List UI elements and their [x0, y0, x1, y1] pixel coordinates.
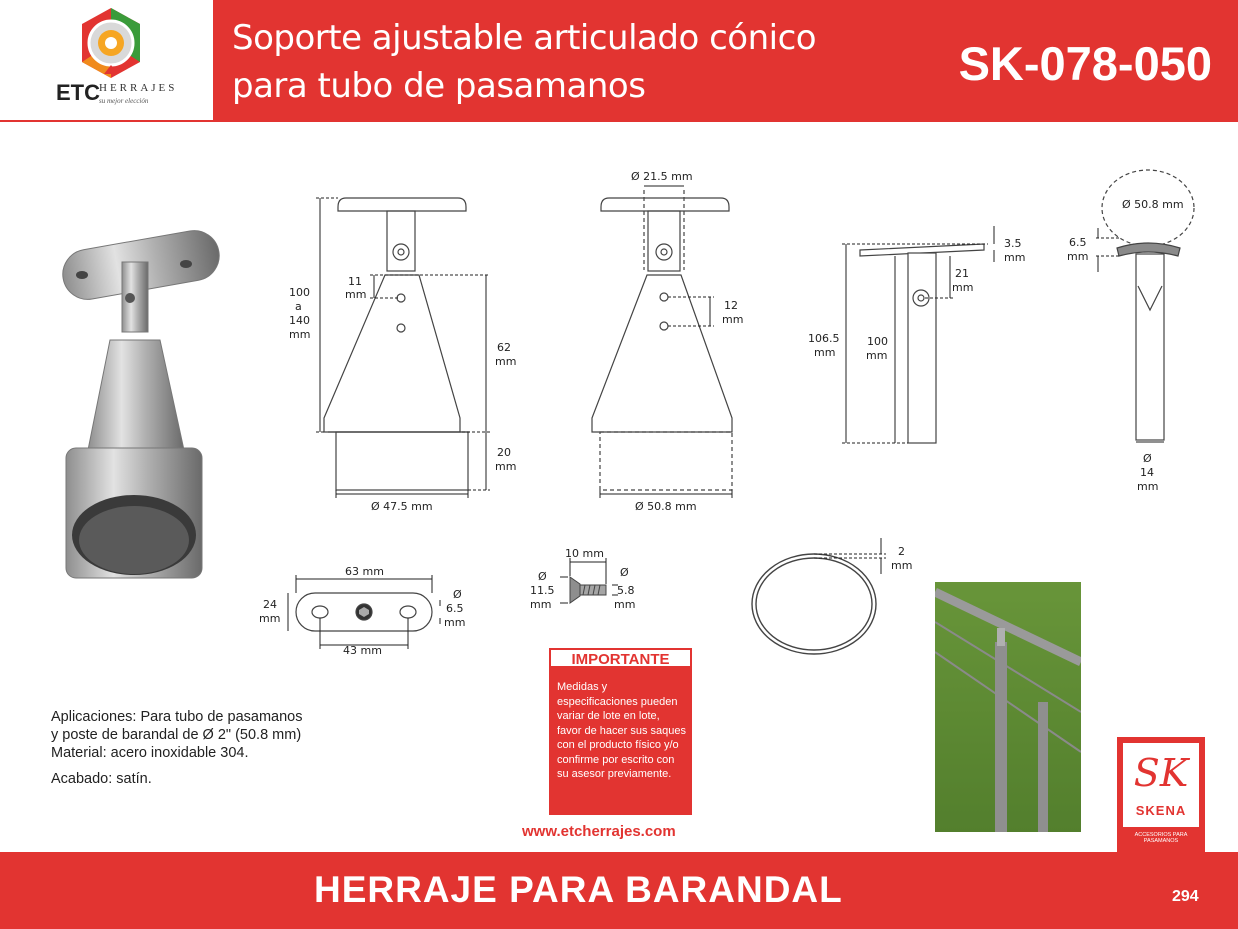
- dim-plate-thickness-unit: mm: [1004, 251, 1026, 264]
- skena-mark: SK: [1133, 751, 1189, 795]
- dim-post-diameter-symbol: Ø: [1143, 452, 1152, 465]
- logo-brand: ETC: [56, 80, 100, 105]
- dim-side-height-3: 140: [289, 314, 310, 327]
- finish: Acabado: satín.: [51, 771, 152, 787]
- dim-screw-head: 11.5: [530, 584, 555, 597]
- dim-post-height-unit: mm: [866, 349, 888, 362]
- dim-top-diameter: Ø 21.5 mm: [631, 170, 693, 183]
- dim-base-diameter-front: Ø 50.8 mm: [635, 500, 697, 513]
- dim-base-height: 20: [497, 446, 511, 459]
- dim-hole-offset: 11: [348, 275, 362, 288]
- dim-post-diameter-unit: mm: [1137, 480, 1159, 493]
- dim-saddle-diameter: Ø 50.8 mm: [1122, 198, 1184, 211]
- product-photo: [59, 227, 223, 578]
- dim-screw-head-unit: mm: [530, 598, 552, 611]
- applications-line-2: y poste de barandal de Ø 2" (50.8 mm): [51, 727, 302, 743]
- title-line-2: para tubo de pasamanos: [232, 66, 646, 106]
- screw-view: [570, 577, 606, 603]
- dim-plate-hole-symbol: Ø: [453, 588, 462, 601]
- dim-screw-head-symbol: Ø: [538, 570, 547, 583]
- important-notice: [549, 648, 692, 815]
- important-title: IMPORTANTE: [549, 648, 692, 668]
- skena-logo-panel: [1123, 743, 1199, 827]
- dim-plate-hole-spacing: 43 mm: [343, 644, 382, 657]
- dim-hole-spacing-unit: mm: [722, 313, 744, 326]
- dim-plate-length: 63 mm: [345, 565, 384, 578]
- dim-screw-shank-unit: mm: [614, 598, 636, 611]
- dim-total-height: 106.5: [808, 332, 840, 345]
- dim-screw-shank: 5.8: [617, 584, 635, 597]
- dim-plate-hole-unit: mm: [444, 616, 466, 629]
- skena-logo: [1117, 737, 1205, 852]
- footer-title: HERRAJE PARA BARANDAL: [314, 869, 843, 910]
- dim-cone-height: 62: [497, 341, 511, 354]
- dim-cone-height-unit: mm: [495, 355, 517, 368]
- dim-plate-hole: 6.5: [446, 602, 464, 615]
- dim-plate-width-unit: mm: [259, 612, 281, 625]
- dim-post-diameter: 14: [1140, 466, 1154, 479]
- dim-plate-width: 24: [263, 598, 277, 611]
- applications-line-1: Aplicaciones: Para tubo de pasamanos: [51, 709, 303, 725]
- dim-side-height-2: a: [295, 300, 302, 313]
- title-line-1: Soporte ajustable articulado cónico: [232, 18, 817, 58]
- dim-hole-spacing: 12: [724, 299, 738, 312]
- dim-post-height: 100: [867, 335, 888, 348]
- dim-saddle-depth-unit: mm: [1067, 250, 1089, 263]
- dim-side-height-1: 100: [289, 286, 310, 299]
- dim-screw-length: 10 mm: [565, 547, 604, 560]
- installation-photo-image: [935, 582, 1081, 832]
- dim-screw-shank-symbol: Ø: [620, 566, 629, 579]
- dim-total-height-unit: mm: [814, 346, 836, 359]
- dim-pin-offset-unit: mm: [952, 281, 974, 294]
- dim-hole-offset-unit: mm: [345, 288, 367, 301]
- dim-base-height-unit: mm: [495, 460, 517, 473]
- product-code: SK-078-050: [958, 37, 1212, 90]
- front-view: [592, 190, 732, 490]
- dim-pin-offset: 21: [955, 267, 969, 280]
- skena-subtitle: ACCESORIOS PARA PASAMANOS: [1134, 832, 1188, 844]
- ring-view: [752, 554, 876, 654]
- important-text: Medidas y especificaciones pueden variar de lote en lote, favor de hacer sus saques con el producto físico y/o confirme por escrito con su asesor previamente.: [557, 681, 687, 780]
- dim-saddle-depth: 6.5: [1069, 236, 1087, 249]
- screw-dimensions: [560, 558, 618, 603]
- logo-name: HERRAJES: [99, 82, 178, 94]
- dim-side-height-unit: mm: [289, 328, 311, 341]
- skena-name: SKENA: [1135, 803, 1187, 818]
- logo-tagline: su mejor elección: [99, 97, 149, 105]
- dim-ring-thickness-unit: mm: [891, 559, 913, 572]
- installation-photo: [935, 582, 1081, 832]
- plate-view: [296, 593, 432, 631]
- material: Material: acero inoxidable 304.: [51, 745, 249, 761]
- dim-plate-thickness: 3.5: [1004, 237, 1022, 250]
- side-view: [324, 198, 470, 490]
- dim-ring-thickness: 2: [898, 545, 905, 558]
- website-link[interactable]: www.etcherrajes.com: [522, 823, 676, 840]
- product-info: [51, 708, 303, 788]
- dim-base-diameter-side: Ø 47.5 mm: [371, 500, 433, 513]
- page-number: 294: [1172, 888, 1199, 905]
- footer: [0, 852, 1238, 929]
